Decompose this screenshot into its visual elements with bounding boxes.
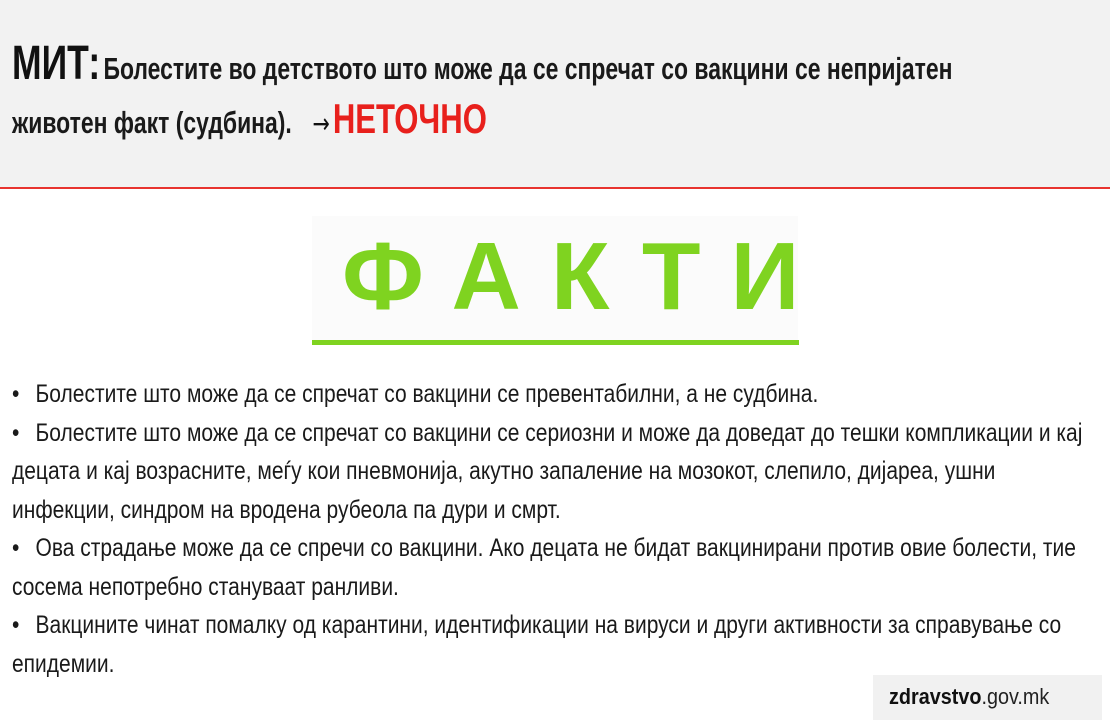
fact-text: Болестите што може да се спречат со вакцини се превентабилни, а не судбина. (35, 380, 819, 408)
facts-underline (312, 340, 799, 345)
bullet-icon: • (12, 534, 20, 562)
fact-item (12, 414, 1087, 530)
arrow-right-icon: → (312, 107, 330, 140)
myth-text-part-2: животен факт (судбина). (12, 105, 292, 140)
fact-item (12, 375, 1087, 414)
facts-list (12, 375, 1087, 683)
source-badge (873, 675, 1102, 720)
myth-label: МИТ: (12, 37, 101, 90)
myth-banner (0, 0, 1110, 189)
myth-text-part-1: Болестите во детството што може да се спречат со вакцини се непријатен (103, 51, 953, 86)
facts-heading-box (312, 216, 830, 340)
verdict-label: НЕТОЧНО (332, 95, 487, 142)
fact-item (12, 529, 1087, 606)
fact-text: Ова страдање може да се спречи со вакцини. Ако децата не бидат вакцинирани против овие болести, тие сосема непотребно стануваат ранливи. (12, 534, 1076, 601)
bullet-icon: • (12, 418, 20, 447)
myth-statement-line-2 (12, 95, 487, 143)
facts-title: ФАКТИ (342, 223, 830, 330)
fact-text: Болестите што може да се спречат со вакцини се сериозни и може да доведат до тешки компликации и кај децата и кај возрасните, меѓу кои пневмонија, акутно запаление на мозокот, слепило, дијареа, ушни инфекции, синдром на вродена рубеола па дури и смрт. (12, 418, 1083, 524)
fact-text: Вакцините чинат помалку од карантини, идентификации на вируси и други активности за справување со епидемии. (12, 611, 1062, 678)
myth-statement-line-1 (12, 36, 952, 91)
fact-item (12, 606, 1087, 683)
source-domain-name: zdravstvo (889, 684, 982, 709)
source-url (889, 684, 1049, 710)
source-domain-suffix: .gov.mk (981, 684, 1050, 709)
bullet-icon: • (12, 611, 20, 639)
bullet-icon: • (12, 380, 20, 408)
